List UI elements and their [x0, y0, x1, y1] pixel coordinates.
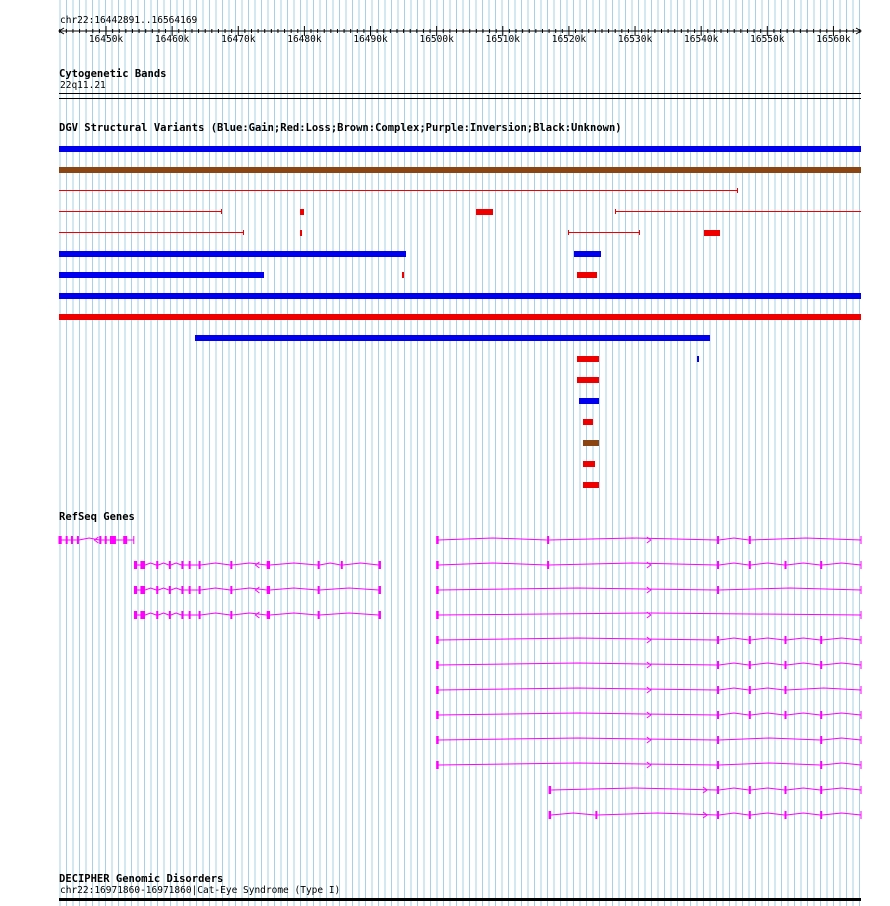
gene-exon	[341, 561, 343, 569]
gene-exon	[189, 611, 191, 619]
gene-exon	[717, 736, 719, 744]
gene-exon	[547, 536, 549, 544]
gene-exon	[717, 586, 719, 594]
gene-exon	[156, 586, 158, 594]
gene-exon	[181, 611, 183, 619]
gene-exon	[820, 786, 822, 794]
strand-chevron-icon	[255, 587, 259, 593]
strand-chevron-icon	[647, 587, 651, 593]
gene-exon	[71, 536, 73, 544]
gene-model[interactable]	[437, 586, 861, 594]
gene-model[interactable]	[437, 561, 861, 569]
gene-model[interactable]	[59, 536, 134, 544]
gene-exon	[784, 811, 786, 819]
decipher-bar[interactable]	[59, 898, 861, 901]
ruler-tick-label: 16540k	[684, 34, 719, 45]
gene-exon	[199, 586, 201, 594]
gene-exon	[267, 586, 270, 594]
gene-exon	[199, 611, 201, 619]
gene-exon	[77, 536, 79, 544]
gene-exon	[181, 561, 183, 569]
gene-model[interactable]	[437, 661, 861, 669]
strand-chevron-icon	[647, 662, 651, 668]
gene-exon	[749, 636, 751, 644]
gene-exon	[784, 661, 786, 669]
cytobands-track-title[interactable]: Cytogenetic Bands	[59, 68, 167, 80]
gene-model[interactable]	[549, 786, 861, 794]
gene-exon	[230, 586, 232, 594]
gene-exon	[230, 611, 232, 619]
gene-exon	[140, 586, 145, 594]
gene-exon	[784, 786, 786, 794]
gene-model[interactable]	[437, 636, 861, 644]
gene-exon	[717, 811, 719, 819]
gene-exon	[140, 611, 145, 619]
gene-exon	[784, 711, 786, 719]
gene-exon	[820, 811, 822, 819]
gene-exon	[267, 561, 270, 569]
gene-exon	[717, 661, 719, 669]
gene-exon	[267, 611, 270, 619]
gene-exon	[820, 761, 822, 769]
strand-chevron-icon	[647, 687, 651, 693]
gene-exon	[181, 586, 183, 594]
gene-model[interactable]	[437, 536, 861, 544]
gene-model[interactable]	[134, 586, 380, 594]
ruler-tick-label: 16450k	[88, 34, 124, 45]
gene-exon	[717, 761, 719, 769]
gene-exon	[318, 586, 320, 594]
gene-exon	[717, 561, 719, 569]
gene-exon	[820, 636, 822, 644]
ruler-tick-label: 16520k	[551, 34, 587, 45]
gene-exon	[595, 811, 597, 819]
ruler-tick-label: 16560k	[816, 34, 851, 45]
decipher-record[interactable]: chr22:16971860-16971860|Cat-Eye Syndrome (Type I)	[60, 885, 341, 896]
gene-exon	[318, 561, 320, 569]
ruler-tick-label: 16550k	[750, 34, 785, 45]
strand-chevron-icon	[647, 562, 651, 568]
ruler-tick-label: 16490k	[353, 34, 388, 45]
gene-exon	[318, 611, 320, 619]
gene-exon	[717, 786, 719, 794]
gene-exon	[105, 536, 107, 544]
strand-chevron-icon	[647, 737, 651, 743]
gene-exon	[169, 561, 171, 569]
gene-exon	[123, 536, 127, 544]
gene-model[interactable]	[437, 761, 861, 769]
strand-chevron-icon	[647, 762, 651, 768]
strand-chevron-icon	[255, 562, 259, 568]
gene-exon	[99, 536, 101, 544]
decipher-track-title[interactable]: DECIPHER Genomic Disorders	[59, 873, 224, 885]
gene-model[interactable]	[134, 561, 380, 569]
ruler-tick-label: 16500k	[419, 34, 454, 45]
gene-exon	[784, 561, 786, 569]
gene-exon	[189, 561, 191, 569]
gene-exon	[156, 611, 158, 619]
gene-model[interactable]	[134, 611, 380, 619]
strand-chevron-icon	[255, 612, 259, 618]
gene-exon	[156, 561, 158, 569]
gene-exon	[547, 561, 549, 569]
gene-exon	[110, 536, 116, 544]
gene-model[interactable]	[437, 611, 861, 619]
gene-model[interactable]	[437, 711, 861, 719]
gene-exon	[749, 811, 751, 819]
gene-exon	[169, 586, 171, 594]
gene-model[interactable]	[437, 686, 861, 694]
gene-exon	[749, 711, 751, 719]
gene-exon	[230, 561, 232, 569]
ruler-tick-label: 16510k	[485, 34, 520, 45]
gene-model[interactable]	[437, 736, 861, 744]
strand-chevron-icon	[647, 637, 651, 643]
gene-exon	[169, 611, 171, 619]
refseq-track-title[interactable]: RefSeq Genes	[59, 511, 135, 523]
ruler-tick-label: 16530k	[617, 34, 653, 45]
gene-exon	[749, 786, 751, 794]
gene-exon	[820, 561, 822, 569]
ruler-tick-label: 16470k	[221, 34, 256, 45]
gene-exon	[749, 561, 751, 569]
ruler-tick-label: 16460k	[154, 34, 190, 45]
gene-exon	[749, 686, 751, 694]
gene-exon	[717, 536, 719, 544]
ruler-tick-label: 16480k	[287, 34, 322, 45]
gene-exon	[784, 686, 786, 694]
gene-exon	[66, 536, 68, 544]
gene-exon	[717, 711, 719, 719]
gene-exon	[199, 561, 201, 569]
gene-exon	[749, 661, 751, 669]
strand-chevron-icon	[647, 712, 651, 718]
cytoband-label[interactable]: 22q11.21	[60, 80, 106, 91]
position-label: chr22:16442891..16564169	[60, 15, 198, 26]
gene-exon	[717, 636, 719, 644]
gene-exon	[140, 561, 145, 569]
gene-exon	[717, 686, 719, 694]
strand-chevron-icon	[647, 537, 651, 543]
gene-exon	[189, 586, 191, 594]
gene-exon	[749, 536, 751, 544]
gene-exon	[784, 636, 786, 644]
gene-model[interactable]	[549, 811, 861, 819]
gene-exon	[820, 711, 822, 719]
gene-exon	[820, 661, 822, 669]
gene-exon	[820, 736, 822, 744]
dgv-track-title[interactable]: DGV Structural Variants (Blue:Gain;Red:Loss;Brown:Complex;Purple:Inversion;Black:Unknown)	[59, 122, 622, 134]
